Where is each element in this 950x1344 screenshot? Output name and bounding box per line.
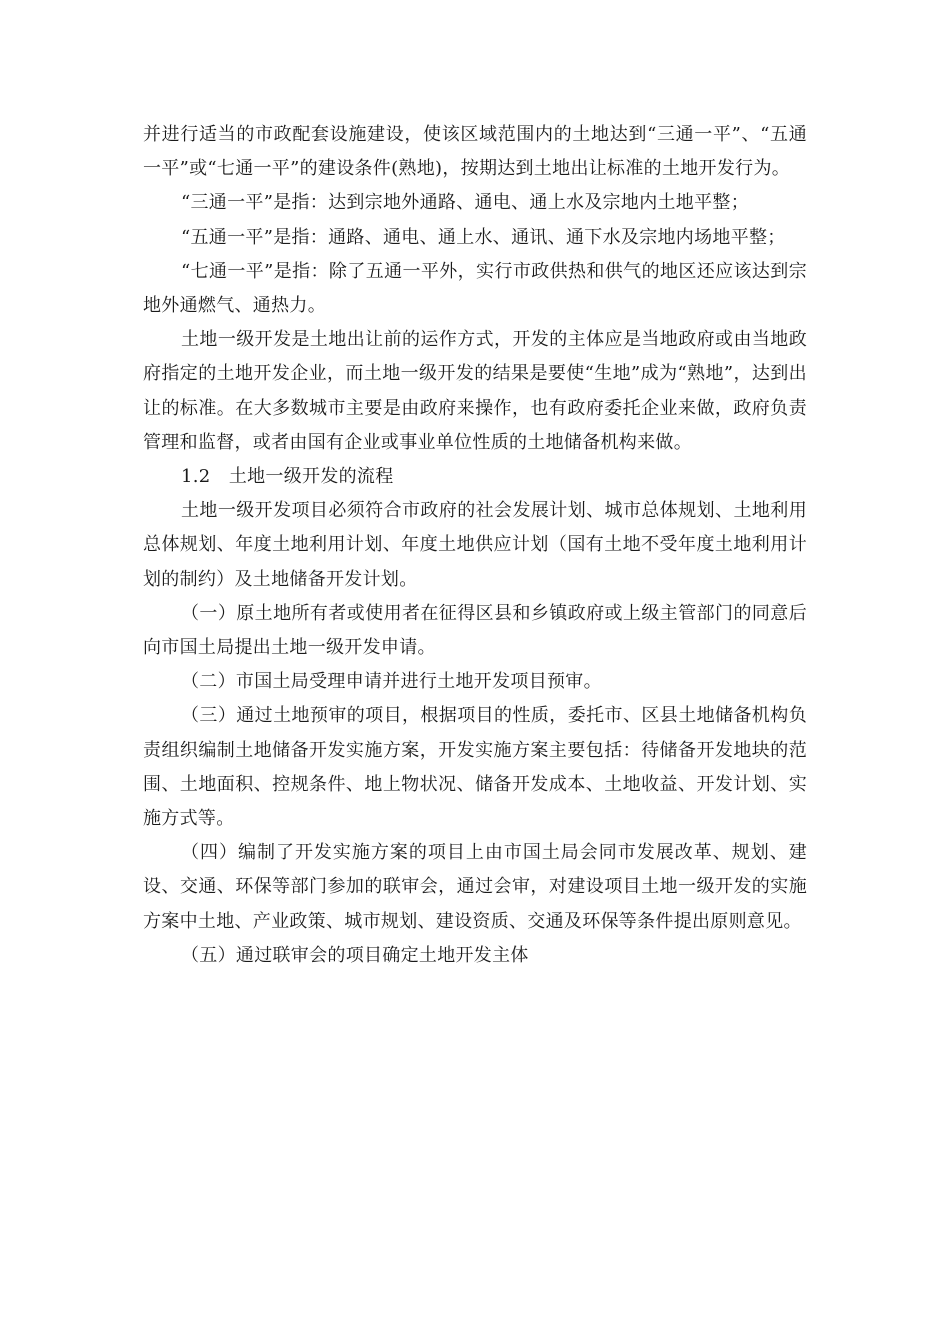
list-item-step-5: （五）通过联审会的项目确定土地开发主体 bbox=[181, 944, 529, 966]
document-page bbox=[143, 118, 807, 973]
paragraph-continuation: 并进行适当的市政配套设施建设，使该区域范围内的土地达到“三通一平”、“五通一平”或“七通一平”的建设条件(熟地)，按期达到土地出让标准的土地开发行为。 bbox=[143, 124, 807, 180]
list-item-step-3: （三）通过土地预审的项目，根据项目的性质，委托市、区县土地储备机构负责组织编制土地储备开发实施方案，开发实施方案主要包括：待储备开发地块的范围、土地面积、控规条件、地上物状况、储备开发成本、土地收益、开发计划、实施方式等。 bbox=[143, 705, 807, 830]
list-item-step-1: （一）原土地所有者或使用者在征得区县和乡镇政府或上级主管部门的同意后向市国土局提出土地一级开发申请。 bbox=[143, 602, 807, 659]
paragraph-qitong-yiping: “七通一平”是指：除了五通一平外，实行市政供热和供气的地区还应该达到宗地外通燃气、通热力。 bbox=[143, 260, 807, 317]
section-heading-1-2: 1.2 土地一级开发的流程 bbox=[181, 466, 394, 488]
list-item-step-4: （四）编制了开发实施方案的项目上由市国土局会同市发展改革、规划、建设、交通、环保等部门参加的联审会，通过会审，对建设项目土地一级开发的实施方案中土地、产业政策、城市规划、建设资质、交通及环保等条件提出原则意见。 bbox=[143, 842, 807, 932]
paragraph-santong-yiping: “三通一平”是指：达到宗地外通路、通电、通上水及宗地内土地平整； bbox=[181, 192, 750, 214]
paragraph-wutong-yiping: “五通一平”是指：通路、通电、通上水、通讯、通下水及宗地内场地平整； bbox=[181, 226, 786, 248]
paragraph-primary-development: 土地一级开发是土地出让前的运作方式，开发的主体应是当地政府或由当地政府指定的土地开发企业，而土地一级开发的结果是要使“生地”成为“熟地”，达到出让的标准。在大多数城市主要是由政府来操作，也有政府委托企业来做，政府负责管理和监督，或者由国有企业或事业单位性质的土地储备机构来做。 bbox=[143, 329, 807, 453]
list-item-step-2: （二）市国土局受理申请并进行土地开发项目预审。 bbox=[181, 671, 602, 693]
paragraph-project-requirements: 土地一级开发项目必须符合市政府的社会发展计划、城市总体规划、土地利用总体规划、年度土地利用计划、年度土地供应计划（国有土地不受年度土地利用计划的制约）及土地储备开发计划。 bbox=[143, 500, 807, 590]
